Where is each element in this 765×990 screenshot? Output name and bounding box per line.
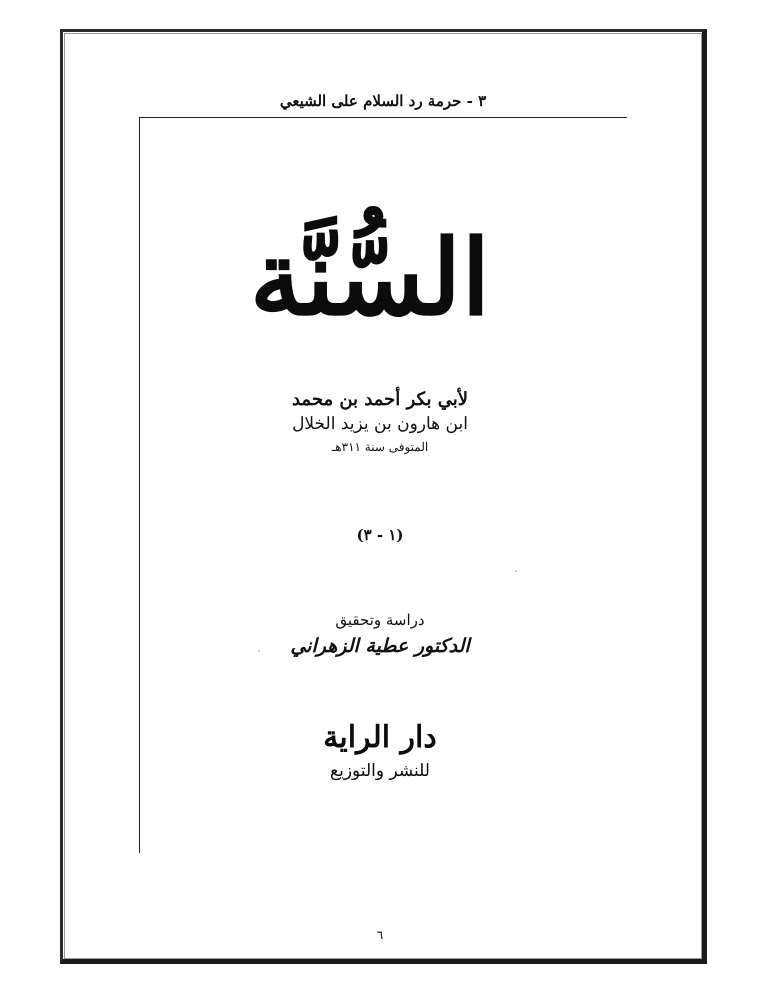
scan-speck [515, 570, 517, 572]
publisher-subtitle: للنشر والتوزيع [330, 761, 430, 781]
editor-name: الدكتور عطية الزهراني [290, 635, 470, 657]
scan-edge-top [139, 117, 627, 118]
author-name-line2: ابن هارون بن يزيد الخلال [292, 414, 468, 434]
page-frame [60, 29, 707, 964]
editor-block [250, 608, 510, 660]
running-header: ٣ - حرمة رد السلام على الشيعي [279, 92, 487, 110]
publisher-block [270, 718, 490, 784]
author-name-line1: لأبي بكر أحمد بن محمد [291, 389, 469, 410]
scan-speck [258, 650, 260, 652]
publisher-name: دار الراية [323, 720, 437, 755]
study-label: دراسة وتحقيق [335, 611, 425, 629]
author-block [260, 388, 500, 458]
scan-edge-left [139, 117, 140, 853]
book-title-calligraphy [205, 208, 535, 348]
page-number: ٦ [376, 928, 384, 942]
book-title: السُّنَّة [249, 216, 491, 339]
volume-range: (١ - ٣) [356, 526, 404, 544]
author-death-year: المتوفى سنة ٣١١هـ [331, 440, 429, 454]
